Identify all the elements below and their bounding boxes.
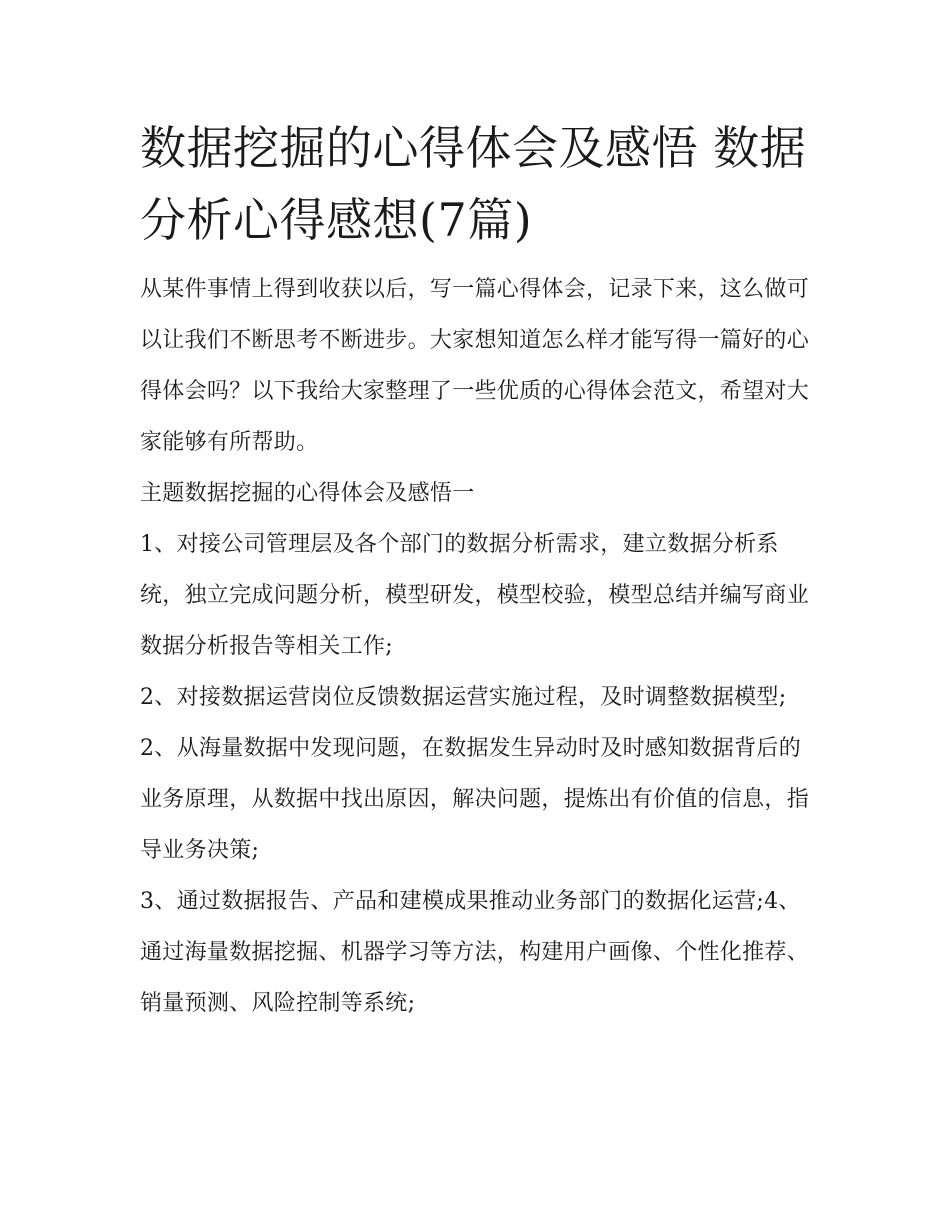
document-body — [140, 112, 812, 1029]
list-item: 3、通过数据报告、产品和建模成果推动业务部门的数据化运营;4、通过海量数据挖掘、机器学习等方法，构建用户画像、个性化推荐、销量预测、风险控制等系统; — [140, 889, 810, 1016]
list-item: 1、对接公司管理层及各个部门的数据分析需求，建立数据分析系统，独立完成问题分析，模型研发，模型校验，模型总结并编写商业数据分析报告等相关工作; — [140, 532, 810, 659]
list-item: 2、从海量数据中发现问题，在数据发生异动时及时感知数据背后的业务原理，从数据中找出原因，解决问题，提炼出有价值的信息，指导业务决策; — [140, 736, 810, 863]
list-item: 2、对接数据运营岗位反馈数据运营实施过程，及时调整数据模型; — [140, 685, 787, 710]
document-title: 数据挖掘的心得体会及感悟 数据分析心得感想(7篇) — [140, 121, 807, 247]
intro-paragraph: 从某件事情上得到收获以后，写一篇心得体会，记录下来，这么做可以让我们不断思考不断进步。大家想知道怎么样才能写得一篇好的心得体会吗？以下我给大家整理了一些优质的心得体会范文，希望对大家能够有所帮助。 — [140, 277, 810, 455]
section-heading: 主题数据挖掘的心得体会及感悟一 — [140, 481, 475, 506]
